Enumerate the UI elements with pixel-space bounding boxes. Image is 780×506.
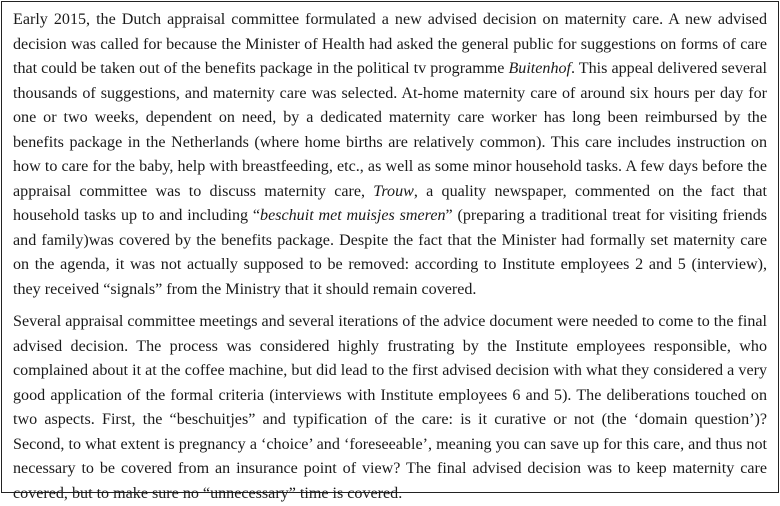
paragraph-1-text: Early 2015, the Dutch appraisal committee formulated a new advised decision on maternity care. A new advised decision was called for because the Minister of Health had asked the general public for suggestions on forms of care that could be taken out of the benefits package in the political tv programme — [13, 11, 767, 77]
text-box — [1, 1, 779, 502]
paragraph-1 — [13, 8, 767, 302]
paragraph-1-text: . This appeal delivered several thousands of suggestions, and maternity care was selected. At-home maternity care of around six hours per day for one or two weeks, dependent on need, by a dedicated maternity care worker has long been reimbursed by the benefits package in the Netherlands (where home births are relatively common). This care includes instruction on how to care for the baby, help with breastfeeding, etc., as well as some minor household tasks. A few days before the appraisal committee was to discuss maternity care, — [13, 60, 767, 200]
paragraph-1-text: , a quality newspaper, commented on the fact that household tasks up to and including “ — [13, 182, 767, 224]
programme-name-buitenhof: Buitenhof — [508, 60, 572, 77]
paragraph-2 — [13, 310, 767, 506]
paragraph-2-text: Several appraisal committee meetings and several iterations of the advice document were needed to come to the final advised decision. The process was considered highly frustrating by the Institute employees responsible, who complained about it at the coffee machine, but did lead to the first advised decision with what they considered a very good application of the formal criteria (interviews with Institute employees 6 and 5). The deliberations touched on two aspects. First, the “beschuitjes” and typification of the care: is it curative or not (the ‘domain question’)? Second, to what extent is pregnancy a ‘choice’ and ‘foreseeable’, meaning you can save up for this care, and thus not necessary to be covered from an insurance point of view? The final advised decision was to keep maternity care covered, but to make sure no “unnecessary” time is covered. — [13, 313, 767, 502]
newspaper-name-trouw: Trouw — [373, 182, 414, 200]
paragraph-1-text: ” (preparing a traditional treat for visiting friends and family)was covered by the benefits package. Despite the fact that the Minister had formally set maternity care on the agenda, it was not actually supposed to be removed: according to Institute employees 2 and 5 (interview), they received “signals” from the Ministry that it should remain covered. — [13, 207, 768, 298]
dutch-phrase: beschuit met muisjes smeren — [260, 207, 446, 224]
